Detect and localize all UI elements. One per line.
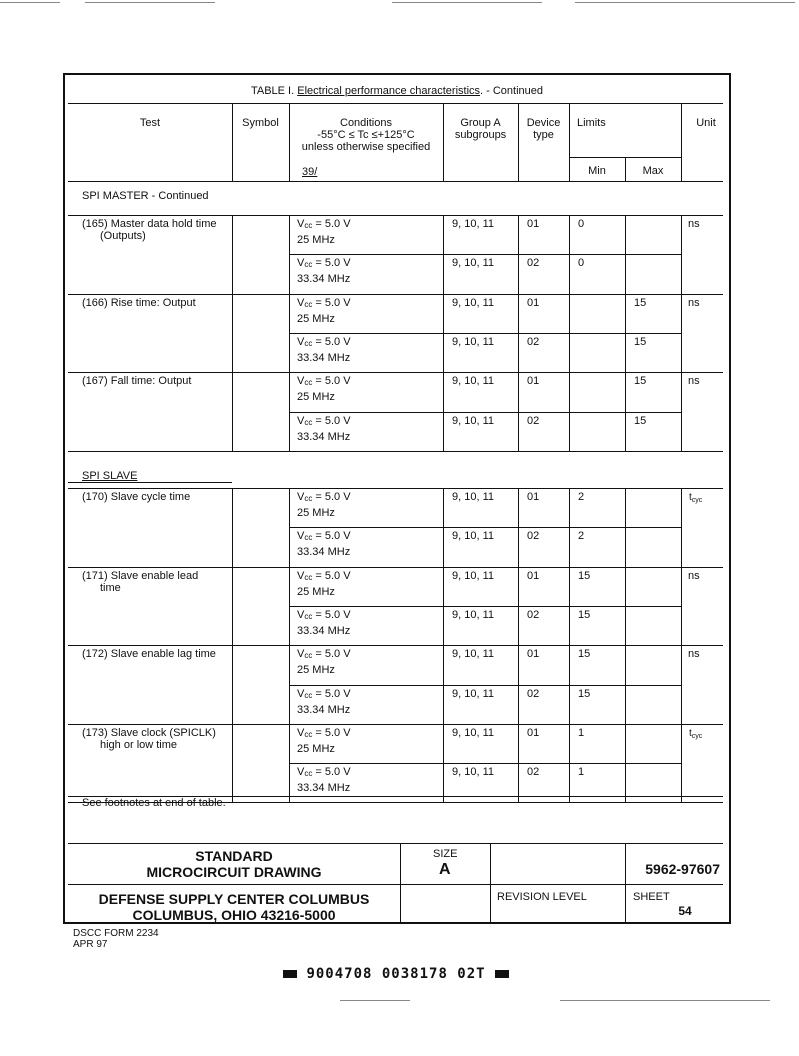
form-number: DSCC FORM 2234 bbox=[73, 928, 159, 939]
dscc-label: DEFENSE SUPPLY CENTER COLUMBUS bbox=[98, 891, 370, 907]
limit-min: 0 bbox=[578, 218, 585, 230]
vcc-value: = 5.0 V bbox=[312, 218, 351, 230]
column-divider bbox=[681, 488, 682, 567]
test-name-cont: high or low time bbox=[100, 739, 178, 751]
scan-id bbox=[283, 966, 509, 982]
condition-frequency: 33.34 MHz bbox=[297, 431, 351, 443]
block-mark bbox=[283, 970, 297, 978]
table-title-prefix: TABLE I. bbox=[250, 85, 295, 97]
vcc-subscript: cc bbox=[304, 730, 313, 739]
column-divider bbox=[681, 215, 682, 294]
group-a-subgroups: 9, 10, 11 bbox=[452, 688, 494, 700]
vcc-value: = 5.0 V bbox=[312, 297, 351, 309]
scan-artifact bbox=[0, 2, 60, 3]
vcc-subscript: cc bbox=[304, 612, 313, 621]
test-name: (171) Slave enable lead bbox=[82, 570, 199, 582]
vcc-symbol: V bbox=[297, 648, 305, 660]
condition-vcc bbox=[297, 491, 351, 505]
header-unit: Unit bbox=[696, 117, 716, 129]
column-divider bbox=[232, 372, 233, 451]
scan-artifact bbox=[392, 2, 542, 3]
header-conditions: Conditions bbox=[340, 117, 392, 129]
condition-vcc bbox=[297, 297, 351, 311]
limit-min: 0 bbox=[578, 257, 585, 269]
condition-frequency: 33.34 MHz bbox=[297, 782, 351, 794]
scan-artifact bbox=[85, 2, 215, 3]
vcc-symbol: V bbox=[297, 297, 305, 309]
device-type: 01 bbox=[527, 297, 540, 309]
section-title-rule bbox=[68, 482, 232, 483]
group-a-subgroups: 9, 10, 11 bbox=[452, 491, 494, 503]
test-unit: ns bbox=[688, 218, 700, 230]
condition-frequency: 25 MHz bbox=[297, 313, 335, 325]
device-type: 01 bbox=[527, 375, 540, 387]
table-title-link: Electrical performance characteristics bbox=[297, 85, 481, 97]
header-group-a: Group A bbox=[460, 117, 501, 129]
condition-frequency: 25 MHz bbox=[297, 743, 335, 755]
vcc-subscript: cc bbox=[304, 260, 313, 269]
section-end-rule bbox=[68, 451, 723, 452]
condition-frequency: 25 MHz bbox=[297, 391, 335, 403]
scan-artifact bbox=[560, 1000, 770, 1001]
vcc-symbol: V bbox=[297, 375, 305, 387]
column-divider bbox=[681, 372, 682, 451]
subrow-rule bbox=[289, 254, 681, 255]
device-type: 02 bbox=[527, 609, 540, 621]
column-divider bbox=[232, 645, 233, 724]
vcc-symbol: V bbox=[297, 688, 305, 700]
device-type: 01 bbox=[527, 570, 540, 582]
condition-frequency: 33.34 MHz bbox=[297, 273, 351, 285]
vcc-symbol: V bbox=[297, 336, 305, 348]
limit-min: 1 bbox=[578, 766, 585, 778]
header-test: Test bbox=[139, 117, 161, 129]
test-name: (165) Master data hold time bbox=[82, 218, 217, 230]
limit-min: 15 bbox=[578, 688, 591, 700]
device-type: 02 bbox=[527, 766, 540, 778]
test-unit: ns bbox=[688, 297, 700, 309]
form-date: APR 97 bbox=[73, 939, 108, 950]
vcc-subscript: cc bbox=[304, 300, 313, 309]
condition-frequency: 25 MHz bbox=[297, 507, 335, 519]
header-divider bbox=[443, 103, 444, 182]
vcc-symbol: V bbox=[297, 415, 305, 427]
column-divider bbox=[232, 215, 233, 294]
scan-artifact bbox=[340, 1000, 410, 1001]
limit-max: 15 bbox=[634, 336, 647, 348]
group-a-subgroups: 9, 10, 11 bbox=[452, 375, 494, 387]
vcc-subscript: cc bbox=[304, 573, 313, 582]
column-divider bbox=[232, 567, 233, 646]
test-unit: ns bbox=[688, 570, 700, 582]
vcc-symbol: V bbox=[297, 766, 305, 778]
vcc-value: = 5.0 V bbox=[312, 491, 351, 503]
header-device: Device bbox=[526, 117, 561, 129]
condition-frequency: 25 MHz bbox=[297, 234, 335, 246]
vcc-symbol: V bbox=[297, 491, 305, 503]
vcc-symbol: V bbox=[297, 530, 305, 542]
condition-vcc bbox=[297, 609, 351, 623]
vcc-symbol: V bbox=[297, 570, 305, 582]
group-a-subgroups: 9, 10, 11 bbox=[452, 570, 494, 582]
subrow-rule bbox=[289, 333, 681, 334]
test-name-cont: time bbox=[100, 582, 121, 594]
vcc-value: = 5.0 V bbox=[312, 336, 351, 348]
limit-min: 15 bbox=[578, 609, 591, 621]
vcc-value: = 5.0 V bbox=[312, 375, 351, 387]
condition-frequency: 33.34 MHz bbox=[297, 625, 351, 637]
test-name: (172) Slave enable lag time bbox=[82, 648, 216, 660]
header-group-a-sub: subgroups bbox=[454, 129, 507, 141]
vcc-value: = 5.0 V bbox=[312, 257, 351, 269]
device-type: 01 bbox=[527, 648, 540, 660]
device-type: 02 bbox=[527, 415, 540, 427]
vcc-value: = 5.0 V bbox=[312, 727, 351, 739]
scan-id-text: 9004708 0038178 02T bbox=[306, 966, 486, 982]
vcc-value: = 5.0 V bbox=[312, 570, 351, 582]
test-name: (173) Slave clock (SPICLK) bbox=[82, 727, 216, 739]
column-divider bbox=[681, 294, 682, 373]
group-a-subgroups: 9, 10, 11 bbox=[452, 257, 494, 269]
vcc-subscript: cc bbox=[304, 339, 313, 348]
group-a-subgroups: 9, 10, 11 bbox=[452, 218, 494, 230]
condition-vcc bbox=[297, 766, 351, 780]
condition-vcc bbox=[297, 688, 351, 702]
test-name: (170) Slave cycle time bbox=[82, 491, 191, 503]
subrow-rule bbox=[289, 527, 681, 528]
vcc-symbol: V bbox=[297, 727, 305, 739]
test-unit: $t_{cyc}$ bbox=[689, 492, 703, 504]
condition-vcc bbox=[297, 257, 351, 271]
device-type: 01 bbox=[527, 218, 540, 230]
subrow-rule bbox=[289, 412, 681, 413]
scan-artifact bbox=[575, 2, 795, 3]
header-max: Max bbox=[642, 165, 664, 177]
group-a-subgroups: 9, 10, 11 bbox=[452, 648, 494, 660]
section-title-spi-master: SPI MASTER - Continued bbox=[82, 190, 209, 202]
device-type: 01 bbox=[527, 727, 540, 739]
header-divider bbox=[518, 103, 519, 182]
vcc-value: = 5.0 V bbox=[312, 530, 351, 542]
condition-frequency: 25 MHz bbox=[297, 664, 335, 676]
test-unit-subscript: cyc bbox=[691, 733, 703, 740]
limit-max: 15 bbox=[634, 297, 647, 309]
condition-vcc bbox=[297, 415, 351, 429]
test-name: (167) Fall time: Output bbox=[82, 375, 192, 387]
vcc-value: = 5.0 V bbox=[312, 766, 351, 778]
header-conditions-temp: -55°C ≤ Tc ≤+125°C bbox=[317, 129, 415, 141]
test-name: (166) Rise time: Output bbox=[82, 297, 196, 309]
title-block-divider bbox=[625, 843, 626, 924]
group-a-subgroups: 9, 10, 11 bbox=[452, 530, 494, 542]
sheet-label: SHEET bbox=[633, 891, 670, 903]
condition-vcc bbox=[297, 218, 351, 232]
limit-max: 15 bbox=[634, 375, 647, 387]
drawing-number: 5962-97607 bbox=[645, 861, 720, 877]
sheet-value: 54 bbox=[678, 904, 692, 918]
group-a-subgroups: 9, 10, 11 bbox=[452, 297, 494, 309]
header-min: Min bbox=[588, 165, 606, 177]
section-title-spi-slave: SPI SLAVE bbox=[82, 470, 138, 482]
limit-min: 2 bbox=[578, 491, 585, 503]
condition-frequency: 25 MHz bbox=[297, 586, 335, 598]
header-divider bbox=[232, 103, 233, 182]
condition-frequency: 33.34 MHz bbox=[297, 546, 351, 558]
column-divider bbox=[681, 645, 682, 724]
header-conditions-note: unless otherwise specified bbox=[301, 141, 431, 153]
column-divider bbox=[232, 294, 233, 373]
test-unit: ns bbox=[688, 375, 700, 387]
test-unit: $t_{cyc}$ bbox=[689, 728, 703, 740]
group-a-subgroups: 9, 10, 11 bbox=[452, 336, 494, 348]
test-name-cont: (Outputs) bbox=[100, 230, 146, 242]
device-type: 02 bbox=[527, 336, 540, 348]
subrow-rule bbox=[289, 606, 681, 607]
limit-max: 15 bbox=[634, 415, 647, 427]
revision-label: REVISION LEVEL bbox=[497, 891, 587, 903]
footnote-text: See footnotes at end of table. bbox=[82, 797, 226, 809]
vcc-subscript: cc bbox=[304, 533, 313, 542]
vcc-symbol: V bbox=[297, 257, 305, 269]
table-title-suffix: . - Continued bbox=[480, 85, 544, 97]
device-type: 02 bbox=[527, 688, 540, 700]
limit-min: 1 bbox=[578, 727, 585, 739]
column-divider bbox=[681, 567, 682, 646]
column-divider bbox=[681, 724, 682, 803]
header-top-rule bbox=[68, 103, 723, 104]
vcc-subscript: cc bbox=[304, 691, 313, 700]
condition-frequency: 33.34 MHz bbox=[297, 704, 351, 716]
table-title bbox=[63, 85, 731, 98]
condition-vcc bbox=[297, 375, 351, 389]
column-divider bbox=[232, 488, 233, 567]
group-a-subgroups: 9, 10, 11 bbox=[452, 415, 494, 427]
block-mark bbox=[495, 970, 509, 978]
header-symbol: Symbol bbox=[242, 117, 279, 129]
device-type: 02 bbox=[527, 257, 540, 269]
limit-min: 15 bbox=[578, 648, 591, 660]
header-device-type: type bbox=[533, 129, 554, 141]
vcc-value: = 5.0 V bbox=[312, 609, 351, 621]
subrow-rule bbox=[289, 685, 681, 686]
condition-vcc bbox=[297, 336, 351, 350]
microcircuit-label: MICROCIRCUIT DRAWING bbox=[146, 864, 322, 880]
standard-label: STANDARD bbox=[195, 848, 273, 864]
condition-frequency: 33.34 MHz bbox=[297, 352, 351, 364]
condition-vcc bbox=[297, 570, 351, 584]
title-block-divider bbox=[400, 843, 401, 924]
test-unit-subscript: cyc bbox=[691, 497, 703, 504]
header-divider bbox=[681, 103, 682, 182]
vcc-subscript: cc bbox=[304, 651, 313, 660]
limit-min: 15 bbox=[578, 570, 591, 582]
vcc-value: = 5.0 V bbox=[312, 688, 351, 700]
vcc-symbol: V bbox=[297, 609, 305, 621]
device-type: 01 bbox=[527, 491, 540, 503]
condition-vcc bbox=[297, 648, 351, 662]
column-divider bbox=[232, 724, 233, 803]
vcc-subscript: cc bbox=[304, 769, 313, 778]
test-unit: ns bbox=[688, 648, 700, 660]
limit-min: 2 bbox=[578, 530, 585, 542]
subrow-rule bbox=[289, 763, 681, 764]
header-limits: Limits bbox=[577, 117, 606, 129]
vcc-subscript: cc bbox=[304, 221, 313, 230]
condition-vcc bbox=[297, 727, 351, 741]
city-label: COLUMBUS, OHIO 43216-5000 bbox=[132, 907, 336, 923]
group-a-subgroups: 9, 10, 11 bbox=[452, 727, 494, 739]
group-a-subgroups: 9, 10, 11 bbox=[452, 609, 494, 621]
vcc-subscript: cc bbox=[304, 494, 313, 503]
vcc-symbol: V bbox=[297, 218, 305, 230]
size-value: A bbox=[439, 861, 451, 878]
header-footnote-ref: 39/ bbox=[302, 166, 318, 178]
group-a-subgroups: 9, 10, 11 bbox=[452, 766, 494, 778]
vcc-subscript: cc bbox=[304, 418, 313, 427]
device-type: 02 bbox=[527, 530, 540, 542]
condition-vcc bbox=[297, 530, 351, 544]
size-label: SIZE bbox=[433, 848, 458, 860]
vcc-value: = 5.0 V bbox=[312, 648, 351, 660]
vcc-value: = 5.0 V bbox=[312, 415, 351, 427]
title-block-divider bbox=[490, 843, 491, 924]
vcc-subscript: cc bbox=[304, 378, 313, 387]
